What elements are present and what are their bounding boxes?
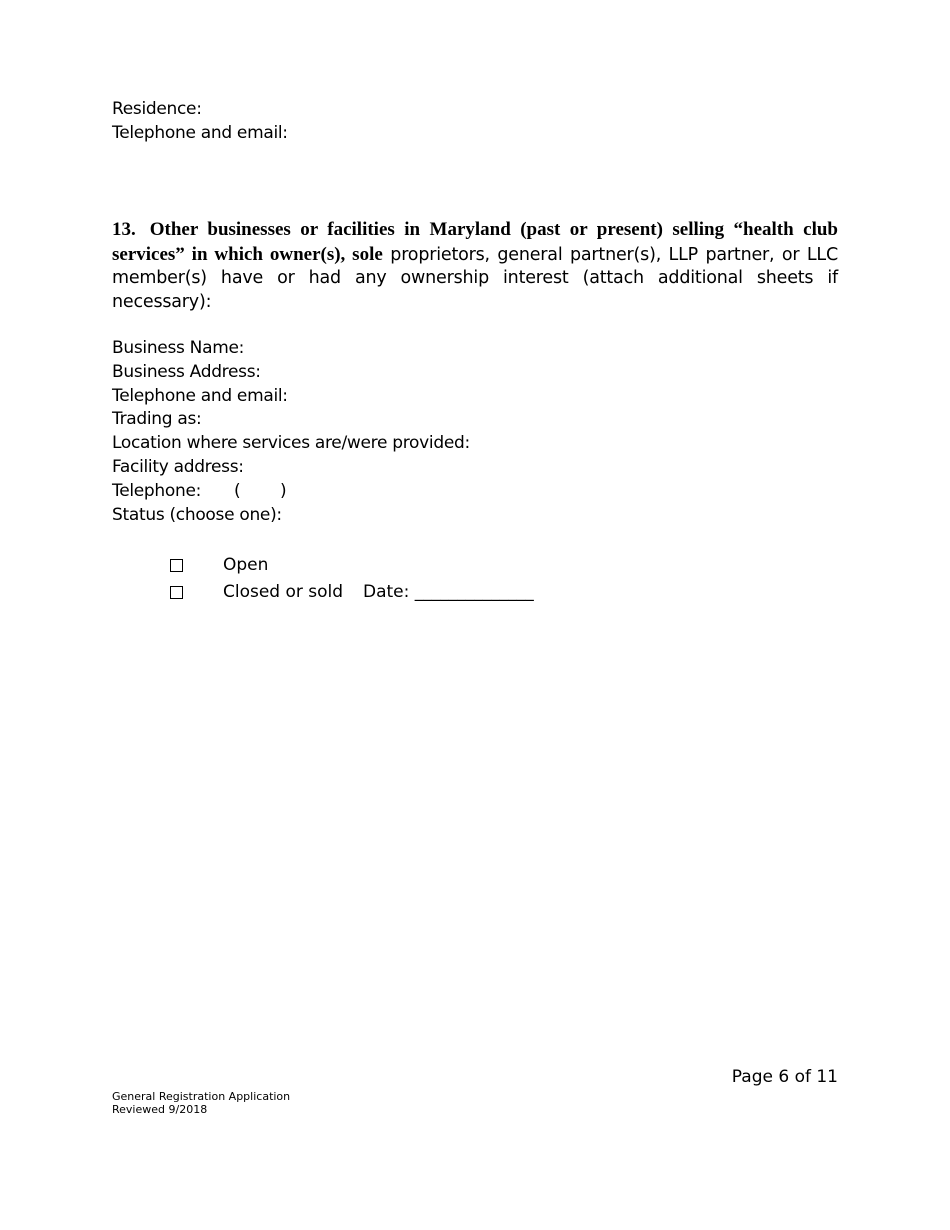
location-label: Location where services are/were provided: (112, 433, 470, 453)
section-13 (112, 218, 838, 314)
footer-title: General Registration Application (112, 1090, 291, 1103)
open-label: Open (223, 555, 269, 575)
closed-label: Closed or sold (223, 582, 344, 602)
business-name-label: Business Name: (112, 338, 245, 358)
closed-date-field[interactable]: Date: ______________ (363, 582, 534, 602)
business-address-label: Business Address: (112, 362, 261, 382)
page-number: Page 6 of 11 (731, 1067, 838, 1087)
telephone-label: Telephone: (112, 481, 202, 501)
area-code-close-paren: ) (280, 481, 287, 501)
closed-checkbox[interactable] (170, 586, 183, 599)
open-checkbox[interactable] (170, 559, 183, 572)
section-heading-rest: proprietors, general partner(s), LLP partner, or LLC member(s) have or had any ownership interest (attach additional sheets if necessary): (112, 244, 838, 312)
footer-revision: Reviewed 9/2018 (112, 1103, 208, 1116)
facility-address-label: Facility address: (112, 457, 244, 477)
telephone-row (112, 479, 412, 503)
telephone-email-label: Telephone and email: (112, 386, 288, 406)
residence-label: Residence: (112, 99, 202, 119)
area-code-open-paren: ( (234, 481, 241, 501)
status-label: Status (choose one): (112, 505, 282, 525)
section-number: 13. (112, 219, 136, 240)
section-heading-bold: Other businesses or facilities in Maryland (past or present) selling “health club services” in which owner(s), sole (112, 219, 838, 265)
trading-as-label: Trading as: (112, 409, 202, 429)
telephone-email-label-top: Telephone and email: (112, 123, 288, 143)
